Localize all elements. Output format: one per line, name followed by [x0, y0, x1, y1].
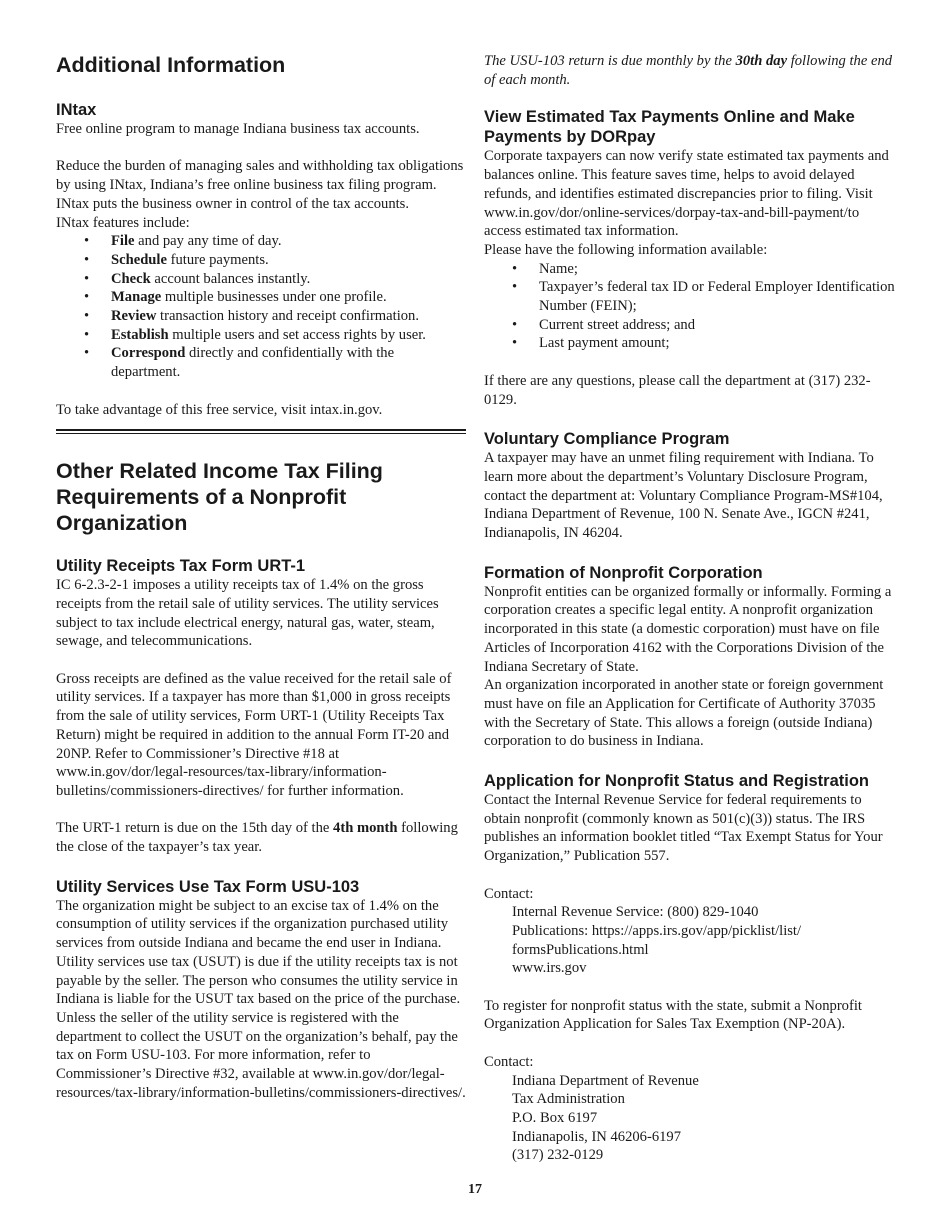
- dor-contact-line: (317) 232-0129: [512, 1147, 604, 1164]
- list-item: • File and pay any time of day.: [56, 232, 466, 251]
- irs-contact-label: Contact:: [484, 885, 534, 902]
- dor-contact-line: Indiana Department of Revenue: [512, 1072, 699, 1089]
- list-item: • Correspond directly and confidentially with the department.: [56, 344, 466, 381]
- intax-features-intro: INtax features include:: [56, 214, 190, 231]
- list-item: • Current street address; and: [484, 316, 896, 335]
- intax-closing: To take advantage of this free service, visit intax.in.gov.: [56, 401, 383, 418]
- intax-paragraph: Reduce the burden of managing sales and withholding tax obligations by using INtax, Indiana’s free online business tax filing program. INtax puts the business owner in control of the tax accounts.: [56, 158, 464, 212]
- dorpay-heading: View Estimated Tax Payments Online and Make Payments by DORpay: [484, 108, 855, 147]
- usu-paragraph: The organization might be subject to an excise tax of 1.4% on the consumption of utility services if the organization purchased utility services from outside Indiana and became the end user in Indiana. Utility services use tax (USUT) is due if the utility receipts tax is not payable by the seller. The person who consumes the utility service in Indiana is liable for the USUT tax based on the price of the purchase. Unless the seller of the utility service is registered with the department to collect the USUT on the organization’s behalf, pay the tax on Form USU-103. For more information, refer to Commissioner’s Directive #32, available at www.in.gov/dor/legal-resources/tax-library/information-bulletins/commissioners-directives/.: [56, 897, 466, 1101]
- dorpay-info-list: [484, 260, 896, 354]
- list-item: • Taxpayer’s federal tax ID or Federal Employer Identification Number (FEIN);: [484, 278, 896, 315]
- dorpay-paragraph: Corporate taxpayers can now verify state estimated tax payments and balances online. This feature saves time, helps to avoid delayed refunds, and identifies estimated discrepancies prior to filing. Visit www.in.gov/dor/online-services/dorpay-tax-and-bill-payment/to access estimated tax information.: [484, 148, 889, 240]
- usu-due-note: The USU-103 return is due monthly by the 30th day following the end of each month.: [484, 53, 893, 88]
- intax-features-list: [56, 232, 466, 382]
- page-number: 17: [468, 1182, 482, 1197]
- urt-due-paragraph: The URT-1 return is due on the 15th day of the 4th month following the close of the taxpayer’s tax year.: [56, 820, 458, 856]
- list-item: • Manage multiple businesses under one profile.: [56, 288, 466, 307]
- additional-information-title: Additional Information: [56, 53, 286, 77]
- intax-heading: INtax: [56, 101, 97, 119]
- dor-contact-line: Tax Administration: [512, 1091, 625, 1108]
- irs-contact-line: formsPublications.html: [512, 941, 649, 958]
- formation-heading: Formation of Nonprofit Corporation: [484, 563, 763, 582]
- dor-contact-label: Contact:: [484, 1053, 534, 1070]
- irs-contact-line: Internal Revenue Service: (800) 829-1040: [512, 904, 759, 921]
- voluntary-heading: Voluntary Compliance Program: [484, 430, 730, 449]
- list-item: • Schedule future payments.: [56, 251, 466, 270]
- list-item: • Review transaction history and receipt confirmation.: [56, 307, 466, 326]
- formation-paragraph-2: An organization incorporated in another state or foreign government must have on file an Application for Certificate of Authority 37035 with the Secretary of State. This allows a foreign (outside Indiana) corporation to do business in Indiana.: [484, 677, 884, 750]
- application-heading: Application for Nonprofit Status and Registration: [484, 772, 869, 791]
- list-item: • Last payment amount;: [484, 334, 896, 353]
- voluntary-paragraph: A taxpayer may have an unmet filing requirement with Indiana. To learn more about the department’s Voluntary Disclosure Program, contact the department at: Voluntary Compliance Program-MS#104, Indiana Department of Revenue, 100 N. Senate Ave., IGCN #241, Indianapolis, IN 46204.: [484, 450, 883, 542]
- right-column: [484, 52, 896, 1165]
- formation-paragraph-1: Nonprofit entities can be organized formally or informally. Forming a corporation creates a specific legal entity. A nonprofit organization incorporated in this state (a domestic corporation) must have on file Articles of Incorporation 4162 with the Corporations Division of the Indiana Secretary of State.: [484, 583, 892, 675]
- dor-contact-line: P.O. Box 6197: [512, 1109, 598, 1126]
- dorpay-intro: Please have the following information available:: [484, 241, 768, 258]
- urt-paragraph-1: IC 6-2.3-2-1 imposes a utility receipts tax of 1.4% on the gross receipts from the retail sale of utility services. The utility services subject to tax include electrical energy, natural gas, water, steam, sewage, and telecommunications.: [56, 577, 439, 650]
- dorpay-questions: If there are any questions, please call the department at (317) 232-0129.: [484, 372, 871, 408]
- irs-contact-line: Publications: https://apps.irs.gov/app/picklist/list/: [512, 922, 802, 939]
- intax-description: Free online program to manage Indiana business tax accounts.: [56, 121, 420, 137]
- other-requirements-title: Other Related Income Tax Filing Requirements of a Nonprofit Organization: [56, 459, 383, 536]
- urt-paragraph-2: Gross receipts are defined as the value received for the retail sale of utility services. If a taxpayer has more than $1,000 in gross receipts from the sale of utility services, Form URT-1 (Utility Receipts Tax Return) might be required in addition to the annual Form IT-20 and 20NP. Refer to Commissioner’s Directive #18 at www.in.gov/dor/legal-resources/tax-library/information-bulletins/commissioners-directives/ for further information.: [56, 670, 452, 799]
- usu-heading: Utility Services Use Tax Form USU-103: [56, 877, 360, 896]
- list-item: • Name;: [484, 260, 896, 279]
- irs-contact-line: www.irs.gov: [512, 960, 587, 977]
- register-paragraph: To register for nonprofit status with the state, submit a Nonprofit Organization Application for Sales Tax Exemption (NP-20A).: [484, 997, 862, 1033]
- application-paragraph: Contact the Internal Revenue Service for federal requirements to obtain nonprofit (commonly known as 501(c)(3)) status. The IRS publishes an information booklet titled “Tax Exempt Status for Your Organization,” Publication 557.: [484, 792, 883, 865]
- dor-contact-line: Indianapolis, IN 46206-6197: [512, 1128, 682, 1145]
- left-column: [56, 48, 466, 1102]
- list-item: • Establish multiple users and set access rights by user.: [56, 326, 466, 345]
- urt-heading: Utility Receipts Tax Form URT-1: [56, 557, 306, 576]
- list-item: • Check account balances instantly.: [56, 270, 466, 289]
